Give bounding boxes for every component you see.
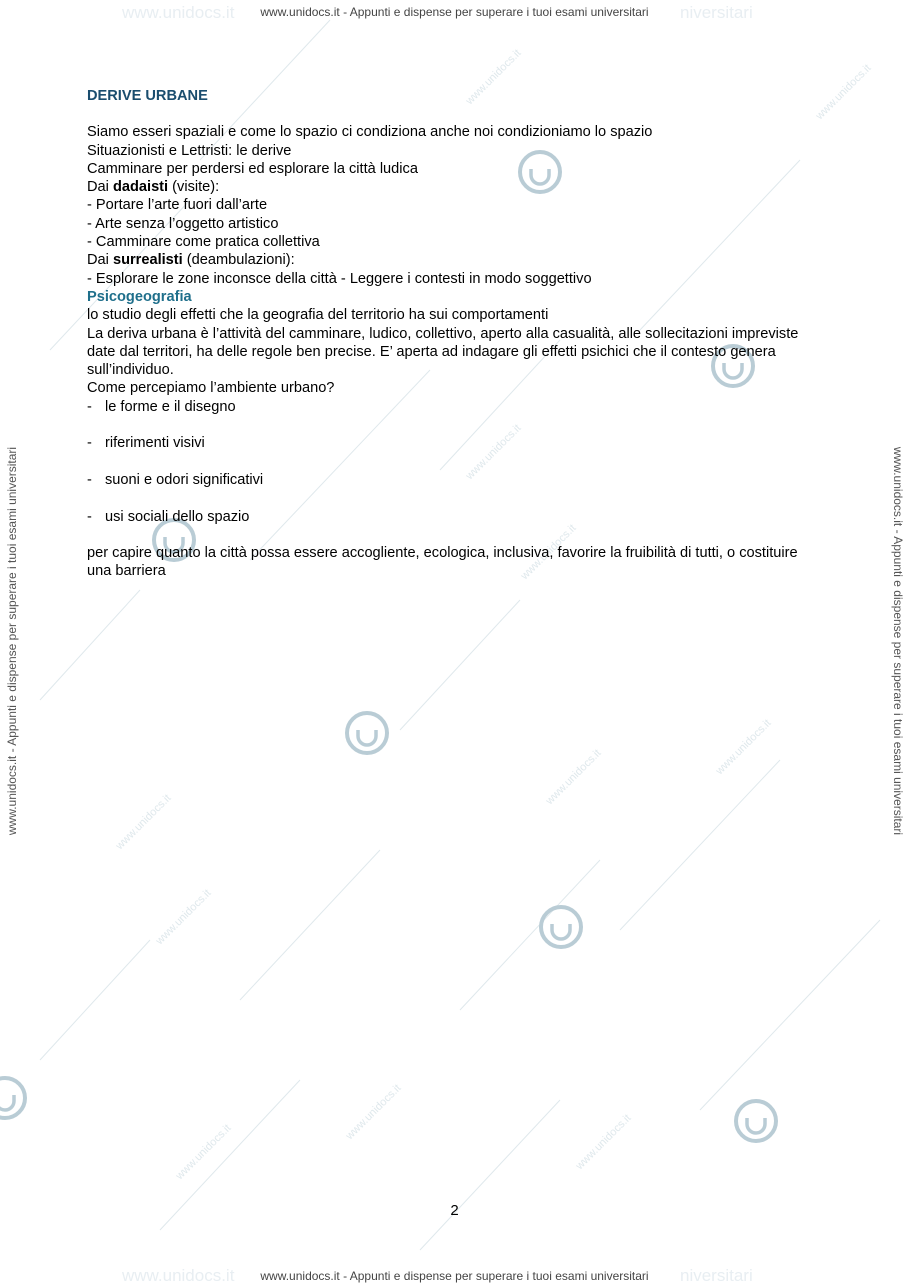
closing-paragraph: per capire quanto la città possa essere accogliente, ecologica, inclusiva, favorire la fruibilità di tutti, o costituire una barriera: [87, 545, 798, 580]
list-item-text: le forme e il disegno: [105, 398, 236, 415]
watermark-text: www.unidocs.it: [463, 47, 524, 108]
page-header: www.unidocs.it - Appunti e dispense per superare i tuoi esami universitari: [260, 5, 649, 19]
list-marker: -: [87, 435, 92, 452]
watermark-text: www.unidocs.it: [713, 717, 774, 778]
watermark-text: www.unidocs.it: [518, 522, 579, 583]
list-item: [87, 471, 822, 489]
paragraph-line: Siamo esseri spaziali e come lo spazio ci condiziona anche noi condizioniamo lo spazio: [87, 124, 653, 141]
list-item: [87, 398, 822, 416]
watermark-text: www.unidocs.it: [543, 747, 604, 808]
dadaisti-item: - Portare l’arte fuori dall’arte: [87, 197, 268, 214]
watermark-text: www.unidocs.it: [153, 887, 214, 948]
watermark-text: www.unidocs.it: [113, 792, 174, 853]
dadaisti-item: - Camminare come pratica collettiva: [87, 234, 320, 251]
watermark-logo-icon: [541, 907, 581, 947]
list-item: [87, 508, 822, 526]
document-body: [87, 87, 822, 581]
footer-ghost-left: www.unidocs.it: [122, 1266, 235, 1285]
list-marker: -: [87, 471, 92, 488]
list-marker: -: [87, 508, 92, 525]
watermark-text: www.unidocs.it: [173, 1122, 234, 1183]
paragraph-line: Come percepiamo l’ambiente urbano?: [87, 380, 335, 397]
list-item-text: suoni e odori significativi: [105, 471, 264, 488]
paragraph-line: Camminare per perdersi ed esplorare la città ludica: [87, 160, 418, 177]
watermark-text: www.unidocs.it: [813, 62, 874, 123]
header-ghost-left: www.unidocs.it: [122, 3, 235, 22]
section-heading-psicogeografia: Psicogeografia: [87, 288, 192, 305]
watermark-text: www.unidocs.it: [343, 1082, 404, 1143]
surrealisti-heading: [87, 251, 822, 269]
side-watermark-left: www.unidocs.it - Appunti e dispense per superare i tuoi esami universitari: [5, 446, 19, 836]
watermark-text: www.unidocs.it: [573, 1112, 634, 1173]
surrealisti-pre: Dai: [87, 252, 113, 269]
page-number: 2: [450, 1202, 459, 1219]
dadaisti-post: (visite):: [168, 179, 220, 196]
list-item-text: usi sociali dello spazio: [105, 508, 250, 525]
side-watermark-right: www.unidocs.it - Appunti e dispense per superare i tuoi esami universitari: [891, 446, 905, 836]
surrealisti-post: (deambulazioni):: [182, 252, 295, 269]
watermark-text: www.unidocs.it: [463, 422, 524, 483]
list-item: [87, 434, 822, 452]
watermark-logo-icon: [0, 1078, 25, 1118]
watermark-logo-icon: [736, 1101, 776, 1141]
paragraph-line: Situazionisti e Lettristi: le derive: [87, 142, 292, 159]
footer-ghost-right: niversitari: [680, 1266, 753, 1285]
paragraph-line: lo studio degli effetti che la geografia del territorio ha sui comportamenti: [87, 307, 549, 324]
list-item-text: riferimenti visivi: [105, 435, 205, 452]
page-footer: www.unidocs.it - Appunti e dispense per superare i tuoi esami universitari: [260, 1269, 649, 1283]
dadaisti-pre: Dai: [87, 179, 113, 196]
dadaisti-item: - Arte senza l’oggetto artistico: [87, 215, 279, 232]
paragraph-deriva: La deriva urbana è l’attività del camminare, ludico, collettivo, aperto alla casualità, alle sollecitazioni impreviste date dal territori, ha delle regole ben precise. E’ aperta ad indagare gli effetti psichici che il contesto genera sull’individuo.: [87, 325, 799, 379]
list-marker: -: [87, 398, 92, 415]
dadaisti-heading: [87, 178, 822, 196]
header-ghost-right: niversitari: [680, 3, 753, 22]
surrealisti-item: - Esplorare le zone inconsce della città - Leggere i contesti in modo soggettivo: [87, 270, 592, 287]
watermark-logo-icon: [347, 713, 387, 753]
dadaisti-bold: dadaisti: [112, 179, 169, 196]
surrealisti-bold: surrealisti: [112, 252, 183, 269]
document-title: DERIVE URBANE: [87, 88, 208, 104]
